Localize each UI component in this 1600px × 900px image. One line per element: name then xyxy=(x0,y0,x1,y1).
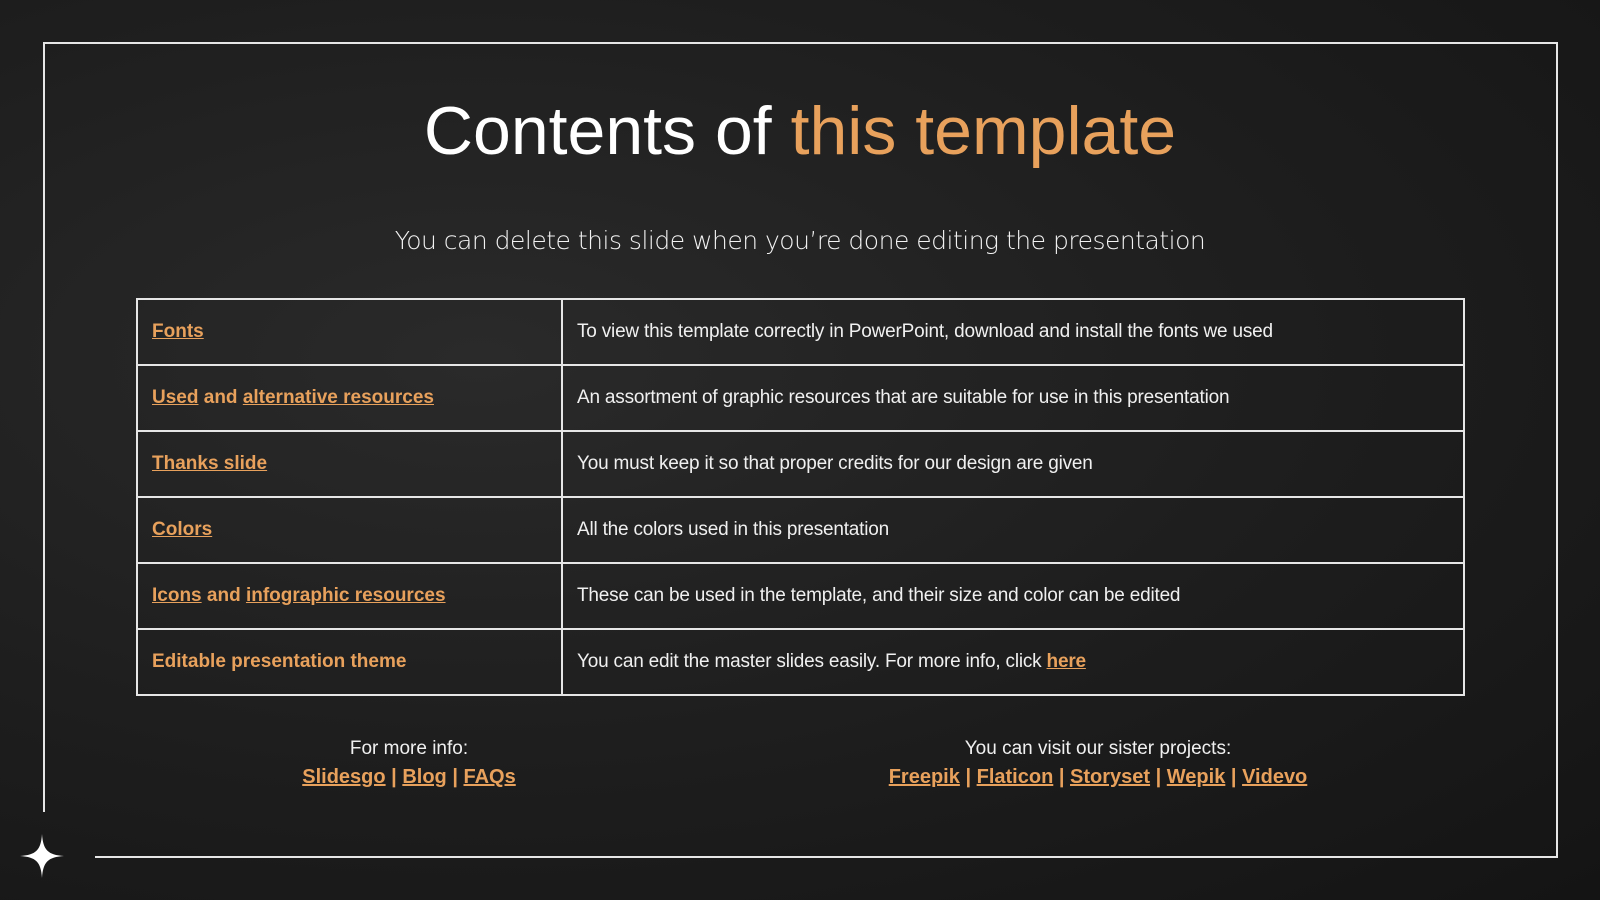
used-resources-link[interactable]: Used xyxy=(152,387,199,408)
row-description: These can be used in the template, and their size and color can be edited xyxy=(562,563,1464,629)
storyset-link[interactable]: Storyset xyxy=(1070,766,1151,788)
sparkle-icon xyxy=(20,834,64,878)
and-text: and xyxy=(203,387,238,408)
frame-top-border xyxy=(43,42,1558,44)
and-text: and xyxy=(206,585,241,606)
row-description xyxy=(562,629,1464,695)
flaticon-link[interactable]: Flaticon xyxy=(976,766,1054,788)
row-topic-cell xyxy=(137,563,562,629)
row-description-text: You can edit the master slides easily. For more info, click xyxy=(577,651,1047,672)
title-main: Contents of xyxy=(423,93,791,169)
row-description: All the colors used in this presentation xyxy=(562,497,1464,563)
row-topic-cell xyxy=(137,431,562,497)
row-topic-cell xyxy=(137,629,562,695)
freepik-link[interactable]: Freepik xyxy=(888,766,960,788)
row-topic-cell xyxy=(137,497,562,563)
page-title xyxy=(0,92,1600,170)
frame-bottom-border xyxy=(95,856,1558,858)
row-topic-cell xyxy=(137,365,562,431)
colors-link[interactable]: Colors xyxy=(152,519,213,540)
thanks-slide-link[interactable]: Thanks slide xyxy=(152,453,268,474)
here-link[interactable]: here xyxy=(1046,651,1086,672)
slidesgo-link[interactable]: Slidesgo xyxy=(302,766,386,788)
editable-theme-label: Editable presentation theme xyxy=(152,651,407,672)
faqs-link[interactable]: FAQs xyxy=(463,766,516,788)
row-description: You must keep it so that proper credits for our design are given xyxy=(562,431,1464,497)
separator: | xyxy=(1155,766,1162,788)
more-info-label: For more info: xyxy=(349,738,469,759)
separator: | xyxy=(391,766,397,788)
table-row xyxy=(137,365,1464,431)
more-info-block xyxy=(259,738,559,789)
table-row xyxy=(137,497,1464,563)
fonts-link[interactable]: Fonts xyxy=(152,321,204,342)
table-row xyxy=(137,299,1464,365)
sister-projects-block xyxy=(848,738,1348,789)
separator: | xyxy=(1058,766,1065,788)
videvo-link[interactable]: Videvo xyxy=(1242,766,1308,788)
title-accent: this template xyxy=(790,93,1177,169)
more-info-links xyxy=(259,766,559,789)
row-topic-cell xyxy=(137,299,562,365)
contents-table xyxy=(136,298,1465,696)
sister-projects-label: You can visit our sister projects: xyxy=(964,738,1232,759)
separator: | xyxy=(452,766,458,788)
table-row xyxy=(137,431,1464,497)
table-row xyxy=(137,563,1464,629)
row-description: To view this template correctly in PowerPoint, download and install the fonts we used xyxy=(562,299,1464,365)
wepik-link[interactable]: Wepik xyxy=(1166,766,1226,788)
infographic-resources-link[interactable]: infographic resources xyxy=(245,585,446,606)
row-description: An assortment of graphic resources that are suitable for use in this presentation xyxy=(562,365,1464,431)
separator: | xyxy=(1230,766,1237,788)
sister-projects-links xyxy=(848,766,1348,789)
blog-link[interactable]: Blog xyxy=(402,766,447,788)
icons-link[interactable]: Icons xyxy=(152,585,202,606)
alternative-resources-link[interactable]: alternative resources xyxy=(242,387,434,408)
page-subtitle: You can delete this slide when you’re done editing the presentation xyxy=(394,226,1206,255)
table-row xyxy=(137,629,1464,695)
separator: | xyxy=(965,766,972,788)
